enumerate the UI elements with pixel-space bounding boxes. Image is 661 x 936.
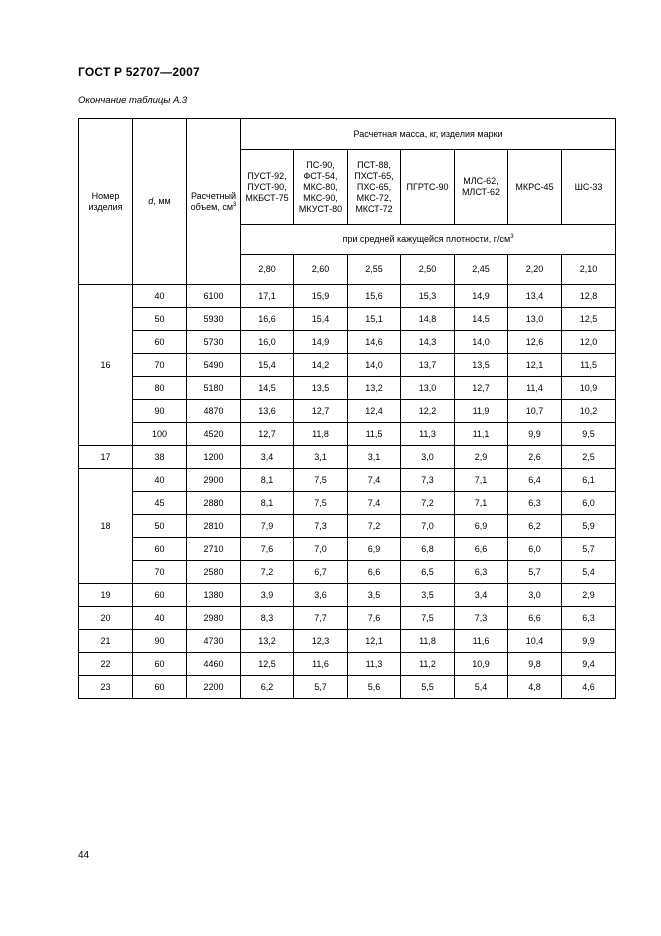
mass-cell: 12,4 bbox=[348, 400, 401, 423]
volume-cell: 5180 bbox=[187, 377, 241, 400]
mass-cell: 15,1 bbox=[348, 308, 401, 331]
mass-cell: 12,8 bbox=[562, 285, 616, 308]
density-value: 2,55 bbox=[348, 255, 401, 285]
density-value: 2,80 bbox=[241, 255, 294, 285]
diameter-cell: 60 bbox=[133, 653, 187, 676]
mass-cell: 9,9 bbox=[508, 423, 562, 446]
mass-cell: 9,4 bbox=[562, 653, 616, 676]
mass-cell: 4,6 bbox=[562, 676, 616, 699]
mass-cell: 6,1 bbox=[562, 469, 616, 492]
density-value: 2,50 bbox=[401, 255, 455, 285]
header-density-sup: 3 bbox=[510, 234, 514, 240]
header-diameter-symbol: d bbox=[148, 196, 154, 206]
mass-cell: 7,5 bbox=[294, 492, 348, 515]
item-number-cell: 17 bbox=[79, 446, 133, 469]
volume-cell: 4730 bbox=[187, 630, 241, 653]
mass-cell: 2,9 bbox=[455, 446, 508, 469]
mass-cell: 12,7 bbox=[455, 377, 508, 400]
diameter-cell: 80 bbox=[133, 377, 187, 400]
mass-cell: 13,7 bbox=[401, 354, 455, 377]
diameter-cell: 100 bbox=[133, 423, 187, 446]
mass-cell: 7,5 bbox=[294, 469, 348, 492]
diameter-cell: 70 bbox=[133, 354, 187, 377]
brand-header: ПУСТ-92, ПУСТ-90, МКБСТ-75 bbox=[241, 150, 294, 225]
mass-cell: 11,6 bbox=[294, 653, 348, 676]
mass-cell: 11,5 bbox=[348, 423, 401, 446]
table-row bbox=[79, 331, 616, 354]
mass-cell: 6,2 bbox=[241, 676, 294, 699]
mass-cell: 15,6 bbox=[348, 285, 401, 308]
header-item-number: Номер изделия bbox=[79, 119, 133, 285]
mass-cell: 3,6 bbox=[294, 584, 348, 607]
mass-cell: 10,2 bbox=[562, 400, 616, 423]
mass-cell: 6,7 bbox=[294, 561, 348, 584]
table-header bbox=[79, 119, 616, 285]
table-row bbox=[79, 423, 616, 446]
diameter-cell: 38 bbox=[133, 446, 187, 469]
volume-cell: 2810 bbox=[187, 515, 241, 538]
volume-cell: 5490 bbox=[187, 354, 241, 377]
volume-cell: 4460 bbox=[187, 653, 241, 676]
mass-cell: 9,8 bbox=[508, 653, 562, 676]
mass-cell: 15,3 bbox=[401, 285, 455, 308]
mass-cell: 6,6 bbox=[455, 538, 508, 561]
mass-cell: 5,4 bbox=[455, 676, 508, 699]
mass-cell: 11,3 bbox=[348, 653, 401, 676]
diameter-cell: 40 bbox=[133, 469, 187, 492]
table-body bbox=[79, 285, 616, 699]
mass-cell: 15,4 bbox=[241, 354, 294, 377]
mass-cell: 12,7 bbox=[241, 423, 294, 446]
mass-cell: 10,9 bbox=[455, 653, 508, 676]
mass-cell: 7,6 bbox=[241, 538, 294, 561]
diameter-cell: 90 bbox=[133, 630, 187, 653]
mass-cell: 7,3 bbox=[401, 469, 455, 492]
mass-cell: 8,1 bbox=[241, 469, 294, 492]
mass-cell: 11,8 bbox=[401, 630, 455, 653]
mass-cell: 12,7 bbox=[294, 400, 348, 423]
density-value: 2,10 bbox=[562, 255, 616, 285]
mass-cell: 8,3 bbox=[241, 607, 294, 630]
mass-cell: 17,1 bbox=[241, 285, 294, 308]
density-value: 2,45 bbox=[455, 255, 508, 285]
item-number-cell: 18 bbox=[79, 469, 133, 584]
mass-cell: 12,5 bbox=[241, 653, 294, 676]
diameter-cell: 50 bbox=[133, 308, 187, 331]
mass-cell: 14,0 bbox=[455, 331, 508, 354]
mass-cell: 12,2 bbox=[401, 400, 455, 423]
mass-cell: 11,6 bbox=[455, 630, 508, 653]
table-row bbox=[79, 607, 616, 630]
mass-cell: 10,9 bbox=[562, 377, 616, 400]
table-row bbox=[79, 354, 616, 377]
mass-cell: 2,9 bbox=[562, 584, 616, 607]
mass-cell: 11,2 bbox=[401, 653, 455, 676]
item-number-cell: 19 bbox=[79, 584, 133, 607]
mass-cell: 5,6 bbox=[348, 676, 401, 699]
mass-cell: 14,5 bbox=[455, 308, 508, 331]
mass-cell: 6,5 bbox=[401, 561, 455, 584]
mass-cell: 12,1 bbox=[348, 630, 401, 653]
mass-cell: 5,7 bbox=[294, 676, 348, 699]
mass-cell: 6,6 bbox=[348, 561, 401, 584]
mass-cell: 3,4 bbox=[455, 584, 508, 607]
table-row bbox=[79, 400, 616, 423]
header-volume bbox=[187, 119, 241, 285]
header-diameter-unit: , мм bbox=[153, 196, 171, 206]
mass-cell: 15,9 bbox=[294, 285, 348, 308]
mass-cell: 9,5 bbox=[562, 423, 616, 446]
table-row bbox=[79, 285, 616, 308]
brand-header: ПС-90, ФСТ-54, МКС-80, МКС-90, МКУСТ-80 bbox=[294, 150, 348, 225]
mass-cell: 14,2 bbox=[294, 354, 348, 377]
mass-cell: 6,8 bbox=[401, 538, 455, 561]
diameter-cell: 60 bbox=[133, 538, 187, 561]
volume-cell: 6100 bbox=[187, 285, 241, 308]
mass-cell: 7,2 bbox=[348, 515, 401, 538]
item-number-cell: 21 bbox=[79, 630, 133, 653]
table-row bbox=[79, 515, 616, 538]
brand-header: МЛС-62, МЛСТ-62 bbox=[455, 150, 508, 225]
mass-cell: 6,9 bbox=[348, 538, 401, 561]
mass-cell: 13,2 bbox=[348, 377, 401, 400]
diameter-cell: 70 bbox=[133, 561, 187, 584]
mass-cell: 5,5 bbox=[401, 676, 455, 699]
document-title: ГОСТ Р 52707—2007 bbox=[78, 65, 200, 79]
mass-cell: 14,0 bbox=[348, 354, 401, 377]
mass-cell: 11,8 bbox=[294, 423, 348, 446]
table-row bbox=[79, 676, 616, 699]
mass-cell: 7,4 bbox=[348, 469, 401, 492]
mass-cell: 14,8 bbox=[401, 308, 455, 331]
mass-cell: 2,6 bbox=[508, 446, 562, 469]
mass-cell: 3,0 bbox=[401, 446, 455, 469]
page-number: 44 bbox=[78, 850, 90, 861]
mass-cell: 8,1 bbox=[241, 492, 294, 515]
mass-table bbox=[78, 118, 616, 699]
mass-cell: 3,5 bbox=[348, 584, 401, 607]
mass-cell: 15,4 bbox=[294, 308, 348, 331]
mass-cell: 5,7 bbox=[508, 561, 562, 584]
mass-cell: 11,5 bbox=[562, 354, 616, 377]
mass-cell: 2,5 bbox=[562, 446, 616, 469]
mass-cell: 14,9 bbox=[455, 285, 508, 308]
mass-cell: 14,3 bbox=[401, 331, 455, 354]
mass-cell: 3,4 bbox=[241, 446, 294, 469]
volume-cell: 5930 bbox=[187, 308, 241, 331]
diameter-cell: 40 bbox=[133, 285, 187, 308]
mass-cell: 3,5 bbox=[401, 584, 455, 607]
mass-cell: 6,3 bbox=[508, 492, 562, 515]
mass-cell: 5,4 bbox=[562, 561, 616, 584]
mass-cell: 13,4 bbox=[508, 285, 562, 308]
item-number-cell: 16 bbox=[79, 285, 133, 446]
mass-cell: 9,9 bbox=[562, 630, 616, 653]
mass-cell: 14,5 bbox=[241, 377, 294, 400]
mass-cell: 7,2 bbox=[241, 561, 294, 584]
diameter-cell: 60 bbox=[133, 584, 187, 607]
volume-cell: 5730 bbox=[187, 331, 241, 354]
diameter-cell: 45 bbox=[133, 492, 187, 515]
mass-cell: 12,6 bbox=[508, 331, 562, 354]
mass-cell: 7,3 bbox=[455, 607, 508, 630]
mass-cell: 3,1 bbox=[348, 446, 401, 469]
diameter-cell: 90 bbox=[133, 400, 187, 423]
mass-cell: 13,5 bbox=[455, 354, 508, 377]
table-row bbox=[79, 538, 616, 561]
header-volume-sup: 3 bbox=[233, 201, 237, 208]
mass-cell: 14,6 bbox=[348, 331, 401, 354]
mass-cell: 12,0 bbox=[562, 331, 616, 354]
table-row bbox=[79, 584, 616, 607]
table-row bbox=[79, 308, 616, 331]
brand-header: ШС-33 bbox=[562, 150, 616, 225]
density-value: 2,20 bbox=[508, 255, 562, 285]
volume-cell: 2200 bbox=[187, 676, 241, 699]
mass-cell: 10,4 bbox=[508, 630, 562, 653]
volume-cell: 2900 bbox=[187, 469, 241, 492]
header-density-label: при средней кажущейся плотности, г/см bbox=[342, 234, 511, 244]
table-row bbox=[79, 630, 616, 653]
mass-cell: 12,3 bbox=[294, 630, 348, 653]
brand-header: ПГРТС-90 bbox=[401, 150, 455, 225]
volume-cell: 2710 bbox=[187, 538, 241, 561]
volume-cell: 2980 bbox=[187, 607, 241, 630]
mass-cell: 11,3 bbox=[401, 423, 455, 446]
density-value: 2,60 bbox=[294, 255, 348, 285]
brand-header: ПСТ-88, ПХСТ-65, ПХС-65, МКС-72, МКСТ-72 bbox=[348, 150, 401, 225]
table-row bbox=[79, 377, 616, 400]
mass-cell: 5,9 bbox=[562, 515, 616, 538]
diameter-cell: 50 bbox=[133, 515, 187, 538]
mass-cell: 7,1 bbox=[455, 492, 508, 515]
table-row bbox=[79, 492, 616, 515]
mass-cell: 13,0 bbox=[401, 377, 455, 400]
table-row bbox=[79, 653, 616, 676]
table-row bbox=[79, 446, 616, 469]
mass-cell: 13,2 bbox=[241, 630, 294, 653]
volume-cell: 2880 bbox=[187, 492, 241, 515]
mass-cell: 6,0 bbox=[508, 538, 562, 561]
mass-cell: 7,2 bbox=[401, 492, 455, 515]
mass-cell: 13,5 bbox=[294, 377, 348, 400]
table-caption: Окончание таблицы А.3 bbox=[78, 95, 188, 106]
header-mass: Расчетная масса, кг, изделия марки bbox=[241, 119, 616, 150]
header-volume-label: Расчетный объем, см bbox=[190, 190, 237, 212]
brand-header: МКРС-45 bbox=[508, 150, 562, 225]
mass-cell: 7,9 bbox=[241, 515, 294, 538]
diameter-cell: 60 bbox=[133, 676, 187, 699]
mass-cell: 7,0 bbox=[401, 515, 455, 538]
mass-cell: 14,9 bbox=[294, 331, 348, 354]
mass-cell: 13,0 bbox=[508, 308, 562, 331]
header-diameter bbox=[133, 119, 187, 285]
table-row bbox=[79, 469, 616, 492]
diameter-cell: 40 bbox=[133, 607, 187, 630]
mass-cell: 7,7 bbox=[294, 607, 348, 630]
mass-cell: 16,0 bbox=[241, 331, 294, 354]
mass-cell: 7,5 bbox=[401, 607, 455, 630]
volume-cell: 4870 bbox=[187, 400, 241, 423]
mass-cell: 6,3 bbox=[562, 607, 616, 630]
item-number-cell: 23 bbox=[79, 676, 133, 699]
mass-cell: 7,0 bbox=[294, 538, 348, 561]
mass-cell: 11,1 bbox=[455, 423, 508, 446]
mass-cell: 13,6 bbox=[241, 400, 294, 423]
mass-cell: 11,4 bbox=[508, 377, 562, 400]
mass-cell: 7,4 bbox=[348, 492, 401, 515]
mass-cell: 6,9 bbox=[455, 515, 508, 538]
mass-cell: 12,5 bbox=[562, 308, 616, 331]
mass-cell: 7,1 bbox=[455, 469, 508, 492]
mass-cell: 12,1 bbox=[508, 354, 562, 377]
mass-cell: 3,0 bbox=[508, 584, 562, 607]
mass-cell: 6,6 bbox=[508, 607, 562, 630]
mass-cell: 16,6 bbox=[241, 308, 294, 331]
mass-cell: 6,3 bbox=[455, 561, 508, 584]
mass-cell: 4,8 bbox=[508, 676, 562, 699]
item-number-cell: 20 bbox=[79, 607, 133, 630]
mass-cell: 10,7 bbox=[508, 400, 562, 423]
mass-cell: 6,0 bbox=[562, 492, 616, 515]
mass-cell: 7,6 bbox=[348, 607, 401, 630]
mass-cell: 6,4 bbox=[508, 469, 562, 492]
volume-cell: 4520 bbox=[187, 423, 241, 446]
diameter-cell: 60 bbox=[133, 331, 187, 354]
table-row bbox=[79, 561, 616, 584]
mass-cell: 5,7 bbox=[562, 538, 616, 561]
volume-cell: 1200 bbox=[187, 446, 241, 469]
mass-cell: 3,1 bbox=[294, 446, 348, 469]
mass-cell: 3,9 bbox=[241, 584, 294, 607]
volume-cell: 1380 bbox=[187, 584, 241, 607]
item-number-cell: 22 bbox=[79, 653, 133, 676]
mass-cell: 7,3 bbox=[294, 515, 348, 538]
mass-cell: 11,9 bbox=[455, 400, 508, 423]
volume-cell: 2580 bbox=[187, 561, 241, 584]
mass-cell: 6,2 bbox=[508, 515, 562, 538]
header-density bbox=[241, 225, 616, 255]
